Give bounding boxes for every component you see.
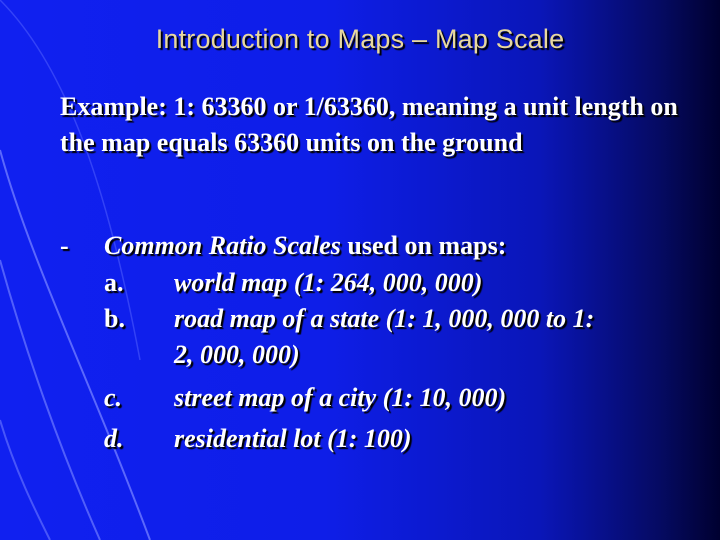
heading-rest-text: used on maps: <box>340 231 507 260</box>
list-item-letter: c. <box>104 383 123 412</box>
list-item-letter: b. <box>104 304 125 333</box>
list-item-letter: d. <box>104 424 124 453</box>
list-item <box>104 421 684 457</box>
ratio-scales-heading <box>104 228 506 264</box>
list-item-text: street map of a city (1: 10, 000) <box>174 383 507 412</box>
bullet-dash: - <box>60 231 69 260</box>
list-item <box>104 380 684 416</box>
list-item-text: road map of a state (1: 1, 000, 000 to 1: 2, 000, 000) <box>174 304 595 369</box>
list-item-text: residential lot (1: 100) <box>174 424 412 453</box>
heading-italic-text: Common Ratio Scales <box>104 231 341 260</box>
slide-title: Introduction to Maps – Map Scale <box>155 24 565 54</box>
list-item <box>104 301 684 373</box>
list-item-letter: a. <box>104 268 124 297</box>
example-paragraph: Example: 1: 63360 or 1/63360, meaning a unit length on the map equals 63360 units on the ground <box>60 92 678 157</box>
list-item <box>104 265 684 301</box>
list-item-text: world map (1: 264, 000, 000) <box>174 268 483 297</box>
